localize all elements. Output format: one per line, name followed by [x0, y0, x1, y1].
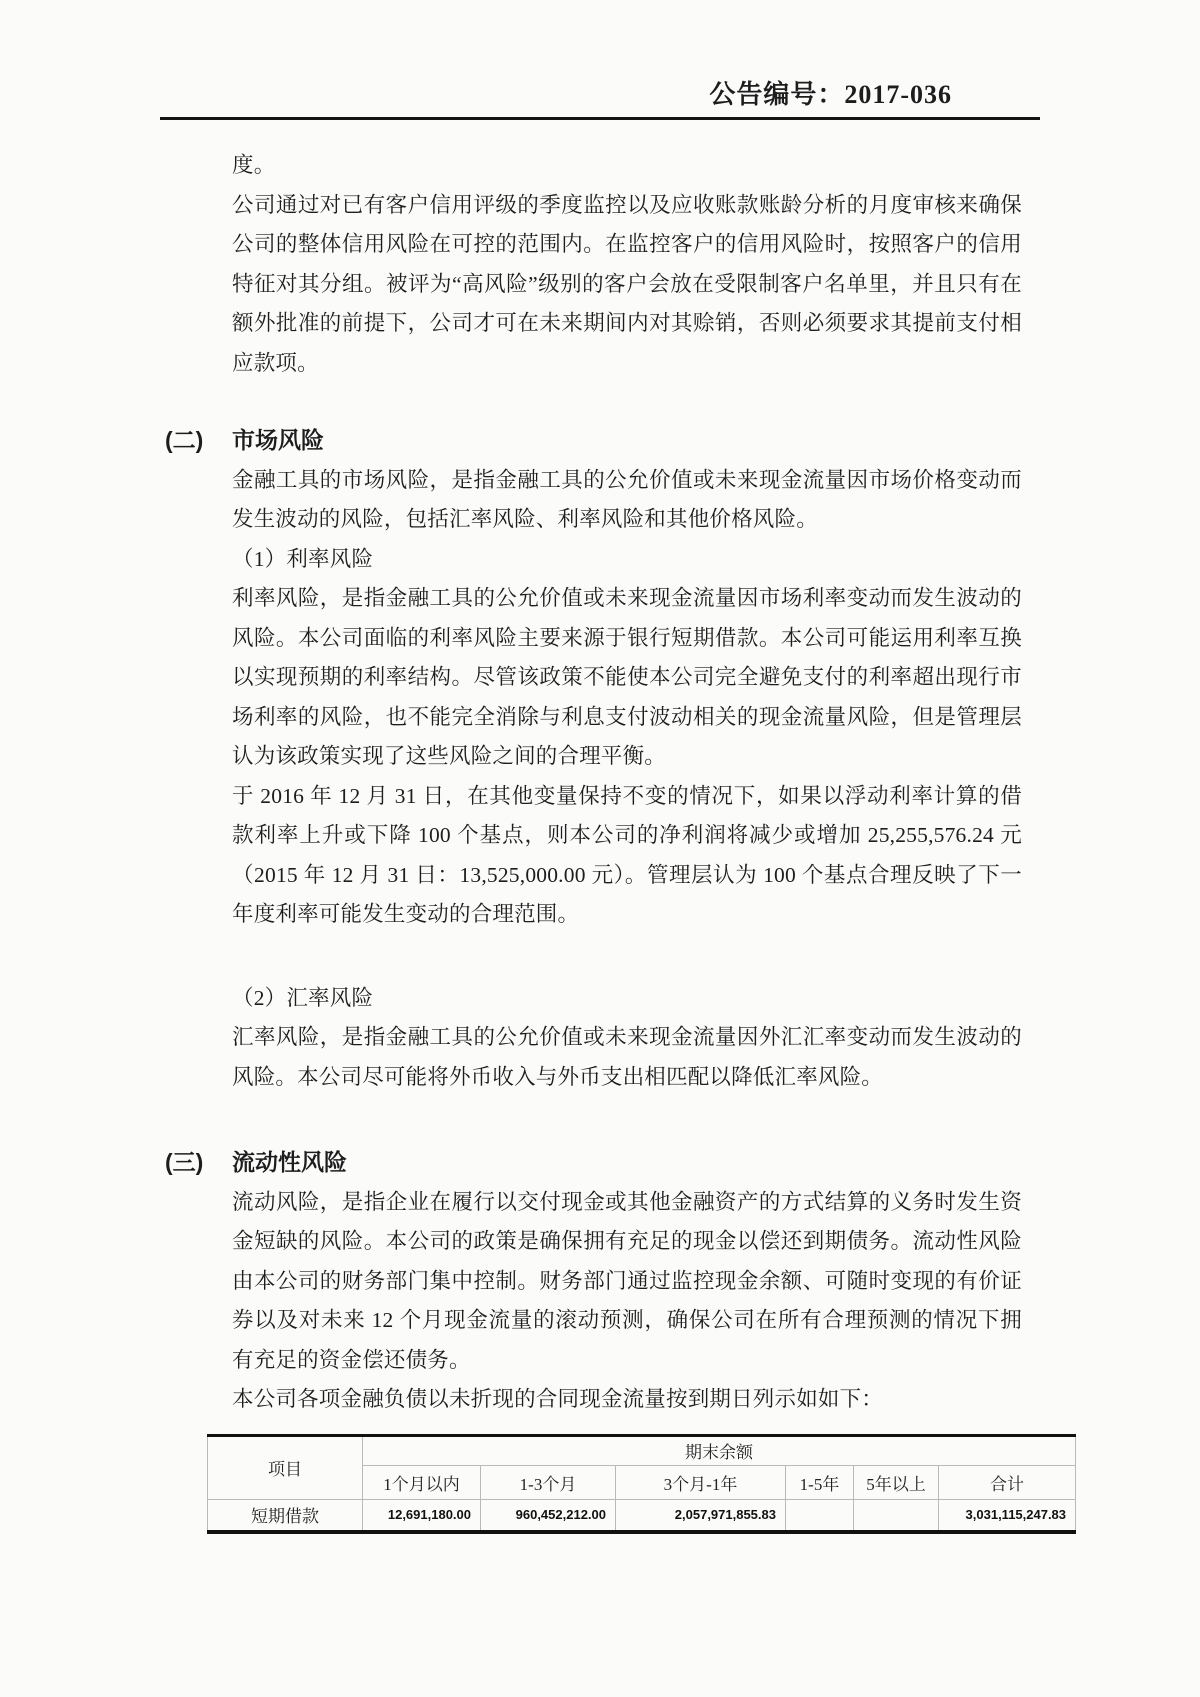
- column-header-1-3-months: 1-3个月: [481, 1465, 616, 1499]
- paragraph-interest-rate-risk-1: 利率风险，是指金融工具的公允价值或未来现金流量因市场利率变动而发生波动的风险。本公司面临的利率风险主要来源于银行短期借款。本公司可能运用利率互换以实现预期的利率结构。尽管该政策不能使本公司完全避免支付的利率超出现行市场利率的风险，也不能完全消除与利息支付波动相关的现金流量风险，但是管理层认为该政策实现了这些风险之间的合理平衡。: [232, 586, 1022, 768]
- paragraph-liquidity-risk: 流动风险，是指企业在履行以交付现金或其他金融资产的方式结算的义务时发生资金短缺的风险。本公司的政策是确保拥有充足的现金以偿还到期债务。流动性风险由本公司的财务部门集中控制。财务部门通过监控现金余额、可随时变现的有价证券以及对未来 12 个月现金流量的滚动预测，确保公司在所有合理预测的情况下拥有充足的资金偿还债务。: [232, 1189, 1022, 1372]
- table-row-short-term-borrowings: [208, 1499, 1076, 1532]
- section-heading-market-risk: [165, 421, 1025, 461]
- value-over-5-years: [854, 1499, 939, 1532]
- value-total: 3,031,115,247.83: [939, 1499, 1076, 1532]
- value-1-3-months: 960,452,212.00: [481, 1499, 616, 1532]
- maturity-table: [207, 1434, 1076, 1535]
- paragraph-table-intro: 本公司各项金融负债以未折现的合同现金流量按到期日列示如如下：: [232, 1387, 884, 1411]
- column-header-within-1-month: 1个月以内: [363, 1465, 481, 1499]
- paragraph-exchange-rate-risk: 汇率风险，是指金融工具的公允价值或未来现金流量因外汇汇率变动而发生波动的风险。本公司尽可能将外币收入与外币支出相匹配以降低汇率风险。: [232, 1025, 1022, 1089]
- section-label: (三): [165, 1149, 204, 1175]
- page-header: [160, 80, 1040, 120]
- column-header-total: 合计: [939, 1465, 1076, 1499]
- value-within-1-month: 12,691,180.00: [363, 1499, 481, 1532]
- section-label: (二): [165, 427, 204, 453]
- value-3-months-1-year: 2,057,971,855.83: [616, 1499, 786, 1532]
- table-header-row-group: [208, 1435, 1076, 1465]
- column-header-1-5-years: 1-5年: [786, 1465, 854, 1499]
- document-body: [165, 146, 1025, 1420]
- row-item-label: 短期借款: [208, 1499, 363, 1532]
- section-title: 流动性风险: [232, 1149, 347, 1175]
- paragraph-continuation: 度。: [232, 153, 276, 177]
- paragraph-credit-risk: 公司通过对已有客户信用评级的季度监控以及应收账款账龄分析的月度审核来确保公司的整体信用风险在可控的范围内。在监控客户的信用风险时，按照客户的信用特征对其分组。被评为“高风险”级别的客户会放在受限制客户名单里，并且只有在额外批准的前提下，公司才可在未来期间内对其赊销，否则必须要求其提前支付相应款项。: [232, 192, 1022, 375]
- subheading-exchange-rate-risk: （2）汇率风险: [232, 985, 374, 1010]
- section-heading-liquidity-risk: [165, 1143, 1025, 1183]
- announcement-number: 公告编号：2017-036: [709, 80, 952, 109]
- column-group-header-ending-balance: 期末余额: [363, 1435, 1076, 1465]
- subheading-interest-rate-risk: （1）利率风险: [232, 546, 374, 571]
- column-header-3-months-1-year: 3个月-1年: [616, 1465, 786, 1499]
- column-header-over-5-years: 5年以上: [854, 1465, 939, 1499]
- paragraph-interest-rate-risk-2: 于 2016 年 12 月 31 日，在其他变量保持不变的情况下，如果以浮动利率计算的借款利率上升或下降 100 个基点，则本公司的净利润将减少或增加 25,255,576.24 元（2015 年 12 月 31 日：13,525,000.00 元）。管理层认为 100 个基点合理反映了下一年度利率可能发生变动的合理范围。: [232, 783, 1022, 926]
- column-header-item: 项目: [208, 1435, 363, 1499]
- paragraph-market-risk-intro: 金融工具的市场风险，是指金融工具的公允价值或未来现金流量因市场价格变动而发生波动的风险，包括汇率风险、利率风险和其他价格风险。: [232, 467, 1022, 531]
- section-title: 市场风险: [232, 427, 324, 453]
- value-1-5-years: [786, 1499, 854, 1532]
